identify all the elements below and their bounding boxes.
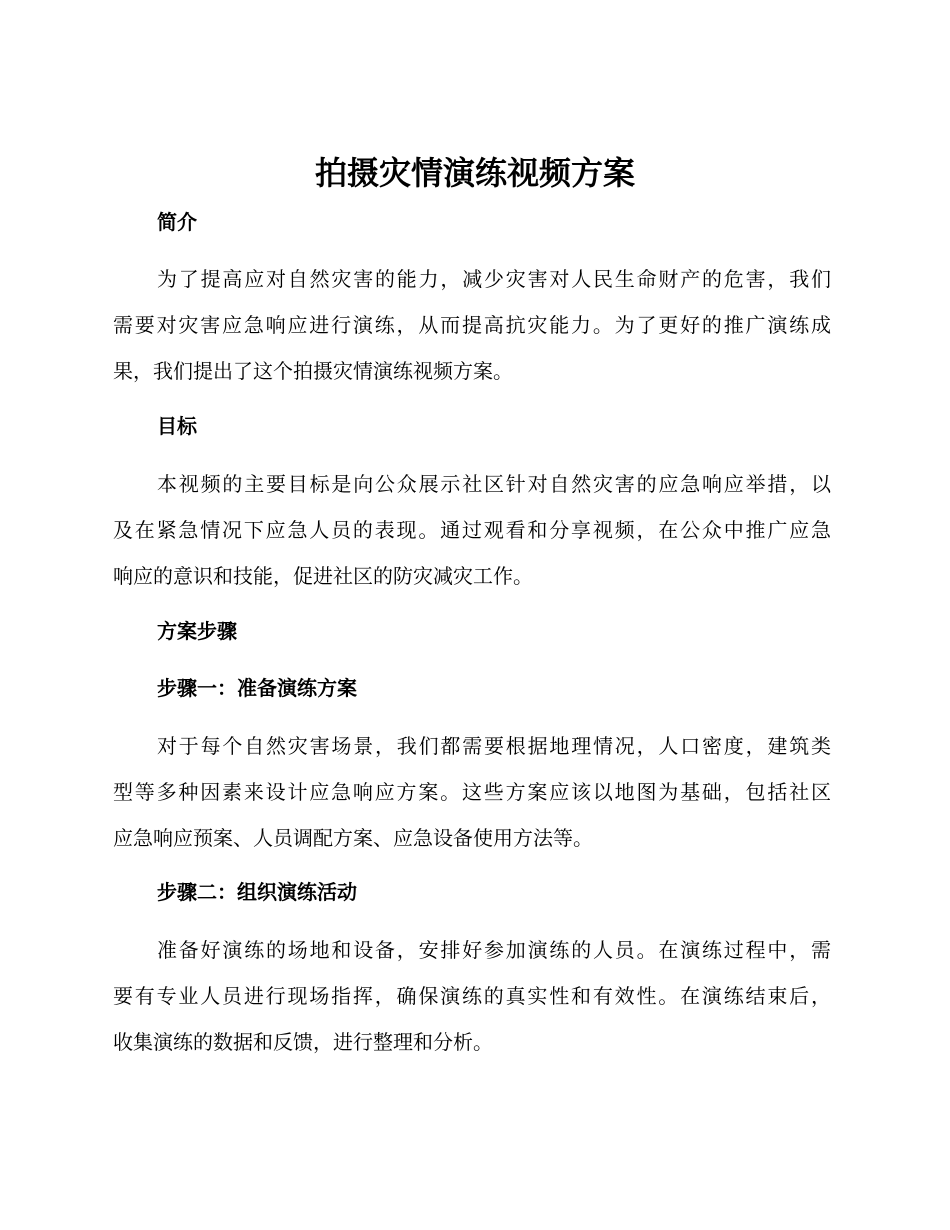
paragraph-line: 型等多种因素来设计应急响应方案。这些方案应该以地图为基础，包括社区 xyxy=(113,780,831,804)
paragraph-goal xyxy=(113,461,831,599)
paragraph-line: 果，我们提出了这个拍摄灾情演练视频方案。 xyxy=(113,359,513,383)
paragraph-line: 对于每个自然灾害场景，我们都需要根据地理情况，人口密度，建筑类 xyxy=(157,734,831,758)
paragraph-step-one xyxy=(113,723,831,861)
paragraph-line: 应急响应预案、人员调配方案、应急设备使用方法等。 xyxy=(113,826,593,850)
section-heading-goal: 目标 xyxy=(157,414,197,438)
paragraph-line: 收集演练的数据和反馈，进行整理和分析。 xyxy=(113,1030,493,1054)
paragraph-line: 准备好演练的场地和设备，安排好参加演练的人员。在演练过程中，需 xyxy=(157,938,831,962)
paragraph-line: 及在紧急情况下应急人员的表现。通过观看和分享视频，在公众中推广应急 xyxy=(113,518,831,542)
paragraph-line: 要有专业人员进行现场指挥，确保演练的真实性和有效性。在演练结束后， xyxy=(113,984,831,1008)
section-heading-step-two: 步骤二：组织演练活动 xyxy=(157,880,357,904)
section-heading-intro: 简介 xyxy=(157,210,197,234)
section-heading-steps: 方案步骤 xyxy=(157,619,237,643)
document-title: 拍摄灾情演练视频方案 xyxy=(314,154,635,192)
section-heading-step-one: 步骤一：准备演练方案 xyxy=(157,676,357,700)
paragraph-line: 为了提高应对自然灾害的能力，减少灾害对人民生命财产的危害，我们 xyxy=(157,267,831,291)
paragraph-step-two xyxy=(113,927,831,1065)
paragraph-intro xyxy=(113,256,831,394)
paragraph-line: 本视频的主要目标是向公众展示社区针对自然灾害的应急响应举措，以 xyxy=(157,472,831,496)
paragraph-line: 需要对灾害应急响应进行演练，从而提高抗灾能力。为了更好的推广演练成 xyxy=(113,313,831,337)
paragraph-line: 响应的意识和技能，促进社区的防灾减灾工作。 xyxy=(113,564,533,588)
